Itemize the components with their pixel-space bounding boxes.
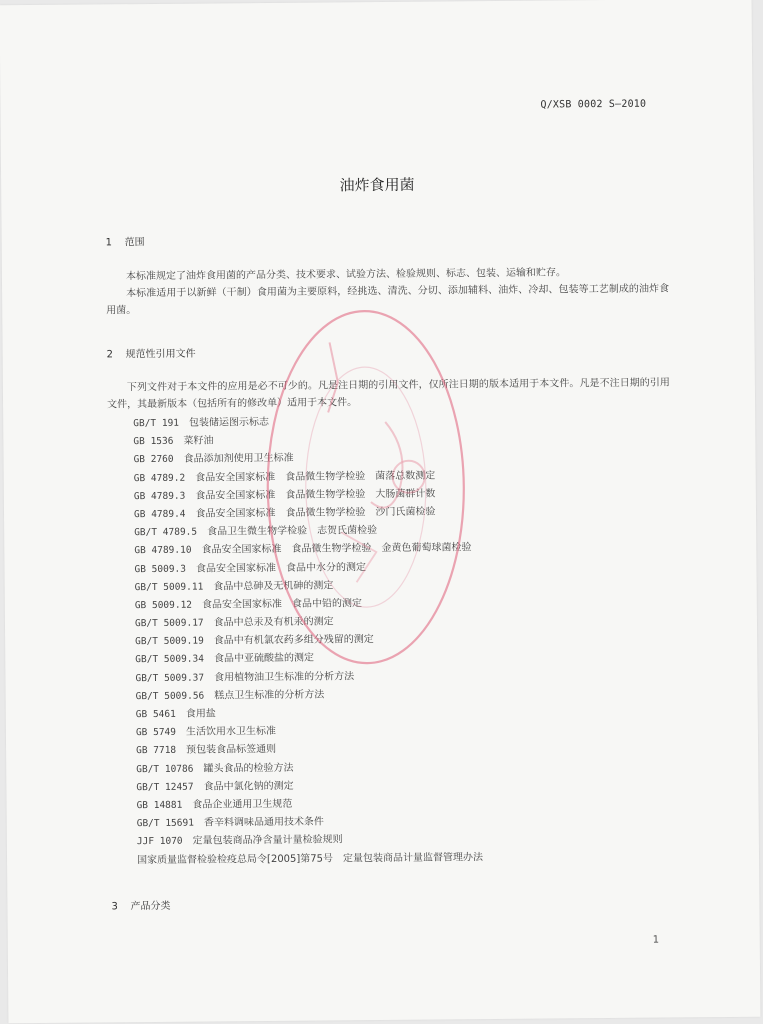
reference-item — [137, 849, 483, 870]
reference-title: 食品中氯化钠的测定 — [203, 780, 294, 793]
reference-title: 食品添加剂使用卫生标准 — [183, 453, 294, 466]
section-number: 1 — [105, 237, 113, 249]
reference-code: GB/T 4789.5 — [134, 526, 198, 539]
reference-code: GB 4789.4 — [133, 508, 186, 521]
reference-title: 定量包装商品净含量计量检验规则 — [192, 834, 343, 847]
reference-title: 食品中有机氯农药多组分残留的测定 — [213, 634, 374, 647]
reference-title: 食品安全国家标准 食品微生物学检验 菌落总数测定 — [195, 470, 436, 484]
reference-title: 食用盐 — [185, 708, 216, 720]
paragraph: 本标准规定了油炸食用菌的产品分类、技术要求、试验方法、检验规则、标志、包装、运输和贮存。 — [125, 267, 566, 283]
section-number: 2 — [106, 349, 114, 361]
document-code: Q/XSB 0002 S—2010 — [540, 98, 647, 111]
reference-code: GB/T 5009.37 — [135, 672, 205, 684]
page-number: 1 — [652, 934, 660, 946]
reference-title: 食品中亚硫酸盐的测定 — [213, 653, 314, 665]
section-3-heading — [111, 897, 170, 913]
reference-title: 菜籽油 — [183, 435, 214, 447]
section-title: 规范性引用文件 — [125, 348, 196, 361]
reference-code: GB/T 10786 — [136, 763, 194, 775]
reference-title: 食品中总砷及无机砷的测定 — [213, 580, 334, 593]
reference-code: GB/T 12457 — [136, 781, 194, 793]
reference-code: GB 5749 — [135, 726, 177, 739]
reference-code: GB/T 5009.11 — [134, 581, 204, 593]
reference-list — [133, 412, 483, 870]
reference-title: 定量包装商品计量监督管理办法 — [342, 851, 484, 864]
reference-title: 香辛料调味品通用技术条件 — [203, 816, 324, 829]
reference-item — [134, 539, 480, 560]
reference-title: 罐头食品的检验方法 — [203, 762, 294, 775]
reference-title: 糕点卫生标准的分析方法 — [214, 689, 325, 702]
reference-code: GB 14881 — [136, 799, 183, 812]
section-2-body — [107, 374, 670, 413]
reference-code: GB 5009.3 — [134, 563, 187, 575]
section-1-body — [106, 263, 669, 319]
reference-item — [134, 503, 480, 524]
section-number: 3 — [111, 901, 118, 913]
reference-code: GB/T 5009.17 — [134, 617, 204, 630]
reference-title: 食品企业通用卫生规范 — [192, 798, 293, 811]
reference-title: 食品安全国家标准 食品微生物学检验 沙门氏菌检验 — [195, 506, 436, 520]
section-1-heading — [106, 233, 145, 248]
paragraph: 下列文件对于本文件的应用是必不可少的。凡是注日期的引用文件，仅所注日期的版本适用于本文件。凡是不注日期的引用文件，其最新版本（包括所有的修改单）适用于本文件。 — [107, 377, 670, 411]
reference-code: GB 4789.2 — [133, 472, 186, 484]
reference-title: 食品卫生微生物学检验 志贺氏菌检验 — [207, 525, 378, 538]
reference-title: 预包装食品标签通则 — [186, 744, 277, 757]
reference-code: GB 4789.10 — [134, 544, 192, 557]
reference-title: 食用植物油卫生标准的分析方法 — [214, 670, 355, 684]
reference-title: 食品中总汞及有机汞的测定 — [213, 616, 334, 629]
reference-title: 食品安全国家标准 食品中铅的测定 — [201, 598, 363, 611]
section-2-heading — [107, 345, 196, 361]
reference-title: 生活饮用水卫生标准 — [185, 726, 277, 738]
reference-code: GB 2760 — [133, 454, 174, 466]
reference-title: 食品安全国家标准 食品微生物学检验 金黄色葡萄球菌检验 — [201, 542, 472, 556]
reference-code: JJF 1070 — [136, 836, 183, 848]
section-title: 产品分类 — [130, 900, 171, 913]
reference-code: GB 1536 — [133, 435, 174, 448]
reference-code: GB/T 5009.56 — [135, 690, 205, 702]
reference-code: 国家质量监督检验检疫总局令[2005]第75号 — [136, 852, 334, 866]
section-title: 范围 — [124, 237, 145, 249]
reference-code: GB 5009.12 — [134, 599, 193, 612]
paragraph: 本标准适用于以新鲜（干制）食用菌为主要原料，经挑选、清洗、分切、添加辅料、油炸、冷却、包装等工艺制成的油炸食用菌。 — [106, 283, 670, 317]
reference-code: GB/T 15691 — [136, 817, 194, 830]
reference-title: 食品安全国家标准 食品中水分的测定 — [195, 561, 367, 575]
reference-title: 包装储运图示标志 — [188, 416, 270, 429]
reference-code: GB/T 5009.34 — [135, 653, 204, 666]
reference-code: GB/T 191 — [133, 417, 180, 430]
reference-code: GB 5461 — [135, 708, 176, 721]
reference-code: GB 4789.3 — [133, 490, 186, 502]
reference-code: GB 7718 — [136, 745, 177, 757]
reference-code: GB/T 5009.19 — [135, 635, 204, 648]
document-title: 油炸食用菌 — [339, 175, 415, 195]
reference-title: 食品安全国家标准 食品微生物学检验 大肠菌群计数 — [195, 488, 436, 502]
